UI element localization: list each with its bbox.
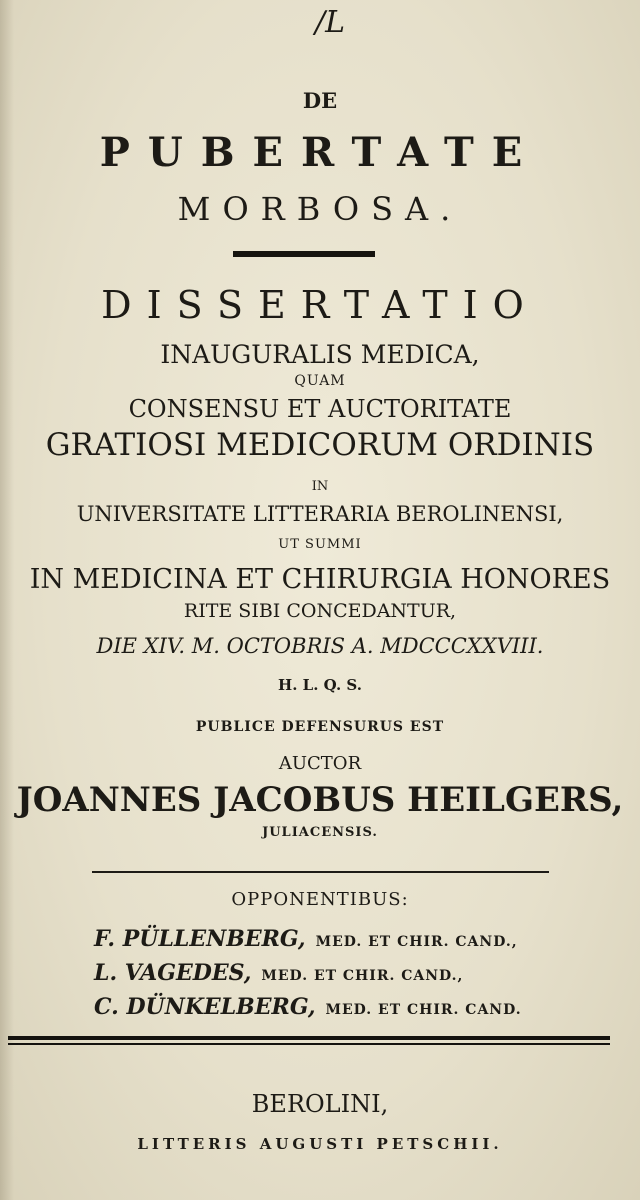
publice-line: PUBLICE DEFENSURUS EST bbox=[195, 719, 445, 735]
title-subtitle: MORBOSA. bbox=[177, 190, 463, 228]
hlqs-line: H. L. Q. S. bbox=[278, 676, 362, 694]
in-line: IN bbox=[311, 479, 329, 494]
opponents-divider bbox=[92, 871, 549, 873]
honores-line: IN MEDICINA ET CHIRURGIA HONORES bbox=[29, 564, 611, 595]
quam-line: QUAM bbox=[294, 373, 346, 389]
university-line: UNIVERSITATE LITTERARIA BEROLINENSI, bbox=[76, 502, 564, 526]
imprint-city: BEROLINI, bbox=[251, 1090, 389, 1118]
faculty-line: GRATIOSI MEDICORUM ORDINIS bbox=[45, 427, 595, 463]
author-name: JOANNES JACOBUS HEILGERS, bbox=[16, 780, 624, 820]
opponent-entry bbox=[0, 960, 640, 994]
opponent-name: L. VAGEDES, bbox=[94, 960, 252, 986]
author-origin: JULIACENSIS. bbox=[262, 825, 378, 840]
imprint-printer: LITTERIS AUGUSTI PETSCHII. bbox=[137, 1135, 503, 1153]
opponent-role: MED. ET CHIR. CAND. bbox=[325, 1002, 522, 1018]
rite-line: RITE SIBI CONCEDANTUR, bbox=[183, 600, 457, 622]
title-divider bbox=[233, 251, 375, 257]
imprint-divider bbox=[8, 1036, 610, 1045]
title-preposition: DE bbox=[302, 88, 338, 113]
opponents-list bbox=[0, 926, 640, 1028]
ut-summi-line: UT SUMMI bbox=[278, 537, 362, 552]
opponents-heading: OPPONENTIBUS: bbox=[231, 889, 409, 910]
opponent-name: C. DÜNKELBERG, bbox=[94, 994, 316, 1020]
main-title: PUBERTATE bbox=[99, 129, 541, 176]
opponent-name: F. PÜLLENBERG, bbox=[94, 926, 306, 952]
opponent-role: MED. ET CHIR. CAND., bbox=[315, 934, 518, 950]
opponent-entry bbox=[0, 926, 640, 960]
dissertatio-heading: DISSERTATIO bbox=[101, 283, 539, 327]
auctor-label: AUCTOR bbox=[278, 753, 362, 774]
opponent-entry bbox=[0, 994, 640, 1028]
inauguralis-line: INAUGURALIS MEDICA, bbox=[160, 340, 480, 369]
opponent-role: MED. ET CHIR. CAND., bbox=[261, 968, 464, 984]
handwritten-mark: /L bbox=[314, 5, 346, 40]
defense-date: DIE XIV. M. OCTOBRIS A. MDCCCXXVIII. bbox=[96, 634, 544, 658]
consensu-line: CONSENSU ET AUCTORITATE bbox=[128, 395, 512, 423]
